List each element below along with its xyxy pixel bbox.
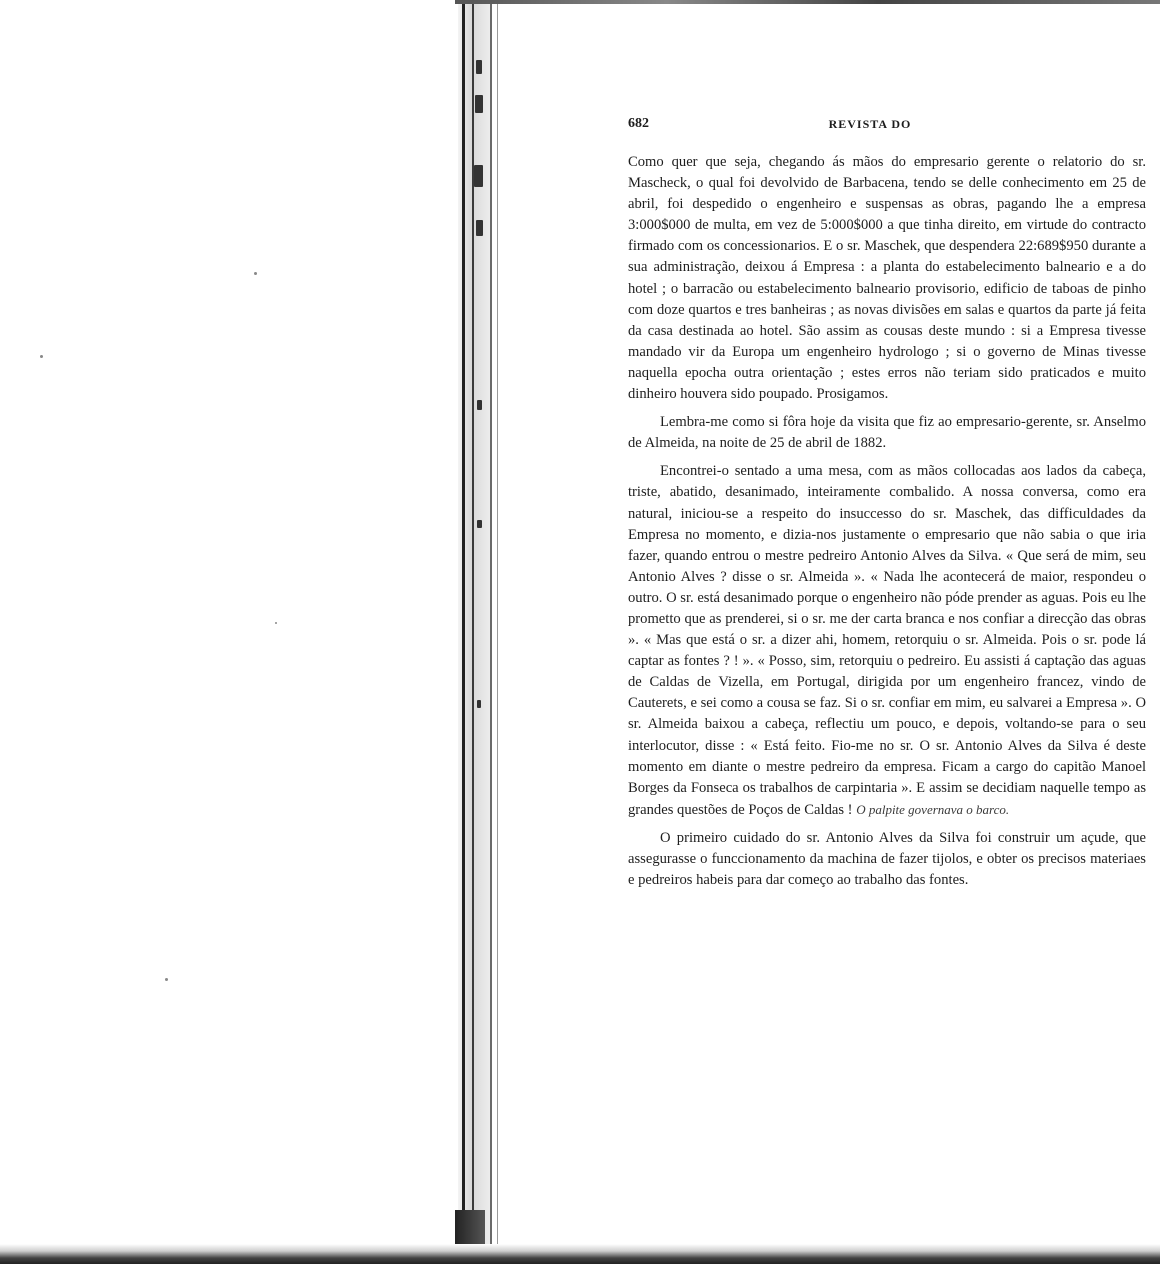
top-edge-shadow bbox=[455, 0, 1160, 4]
gutter-shadow-line bbox=[497, 0, 498, 1264]
gutter-mark bbox=[477, 520, 482, 528]
margin-note: O palpite governava o barco. bbox=[856, 801, 1010, 817]
gutter-mark bbox=[476, 60, 482, 74]
body-text bbox=[628, 152, 1146, 898]
paragraph bbox=[628, 461, 1146, 821]
scan-speck bbox=[254, 272, 257, 275]
gutter-mark bbox=[476, 220, 483, 236]
page-header bbox=[628, 116, 1148, 136]
paragraph: O primeiro cuidado do sr. Antonio Alves da Silva foi construir um açude, que assegurasse o funccionamento da machina de fazer tijolos, e obter os precisos materiaes e pedreiros habeis para dar começo ao trabalho das fontes. bbox=[628, 829, 1146, 889]
gutter-mark bbox=[477, 400, 482, 410]
scan-speck bbox=[40, 355, 43, 358]
gutter-shadow-line bbox=[472, 0, 474, 1252]
scan-speck bbox=[165, 978, 168, 981]
paragraph-text: Encontrei-o sentado a uma mesa, com as mãos collocadas aos lados da cabeça, triste, abatido, desanimado, inteiramente combalido. A nossa conversa, como era natural, iniciou-se a respeito do insuccesso do sr. Maschek, das difficuldades da Empresa no momento, e dizia-nos justamente o empresario que não sabia o que iria fazer, quando entrou o mestre pedreiro Antonio Alves da Silva. « Que será de mim, seu Antonio Alves ? disse o sr. Almeida ». « Nada lhe acontecerá de maior, respondeu o outro. O sr. está desanimado porque o engenheiro não póde prender as aguas. Pois eu lhe prometto que as prenderei, si o sr. me der carta branca e nos confiar a direcção das obras ». « Mas que está o sr. a dizer ahi, homem, retorquiu o sr. Almeida. Pois o sr. pode lá captar as fontes ? ! ». « Posso, sim, retorquiu o pedreiro. Eu assisti á captação das aguas de Caldas de Vizella, em Portugal, dirigida por um engenheiro francez, vindo de Cauterets, e sei como a cousa se faz. Si o sr. confiar em mim, eu salvarei a Empresa ». O sr. Almeida baixou a cabeça, reflectiu um pouco, e depois, voltando-se para o seu interlocutor, disse : « Está feito. Fio-me no sr. O sr. Antonio Alves da Silva é deste momento em diante o mestre pedreiro da empresa. Ficam a cargo do capitão Manoel Borges da Fonseca os trabalhos de carpintaria ». E assim se decidiam naquelle tempo as grandes questões de Poços de Caldas ! bbox=[628, 463, 1146, 818]
paragraph: Lembra-me como si fôra hoje da visita que fiz ao empresario-gerente, sr. Anselmo de Almeida, na noite de 25 de abril de 1882. bbox=[628, 414, 1146, 452]
gutter-mark bbox=[475, 95, 483, 113]
gutter-shadow-line bbox=[490, 0, 492, 1264]
running-head: REVISTA DO bbox=[828, 117, 912, 131]
bottom-edge-shadow bbox=[0, 1244, 1160, 1264]
gutter-shadow-line bbox=[462, 0, 465, 1248]
paragraph: Como quer que seja, chegando ás mãos do empresario gerente o relatorio do sr. Mascheck, o qual foi devolvido de Barbacena, tendo se delle conhecimento em 25 de abril, foi despedido o engenheiro e suspensas as obras, pagando lhe a empresa 3:000$000 de multa, em vez de 5:000$000 a que tinha direito, em virtude do contracto firmado com os concessionarios. E o sr. Maschek, que despendera 22:689$950 durante a sua administração, deixou á Empresa : a planta do estabelecimento balneario e a do hotel ; o barracão ou estabelecimento balneario provisorio, edificio de taboas de pinho com doze quartos e tres banheiras ; as novas divisões em salas e quartos da parte já feita da casa destinada ao hotel. São assim as cousas deste mundo : si a Empresa tivesse mandado vir da Europa um engenheiro hydrologo ; si o governo de Minas tivesse naquella epocha outra orientação ; estes erros não teriam sido praticados e muito dinheiro houvera sido poupado. Prosigamos. bbox=[628, 154, 1146, 403]
scan-speck bbox=[275, 622, 277, 624]
page-number: 682 bbox=[628, 116, 649, 131]
gutter-mark bbox=[477, 700, 481, 708]
gutter-mark bbox=[474, 165, 483, 187]
